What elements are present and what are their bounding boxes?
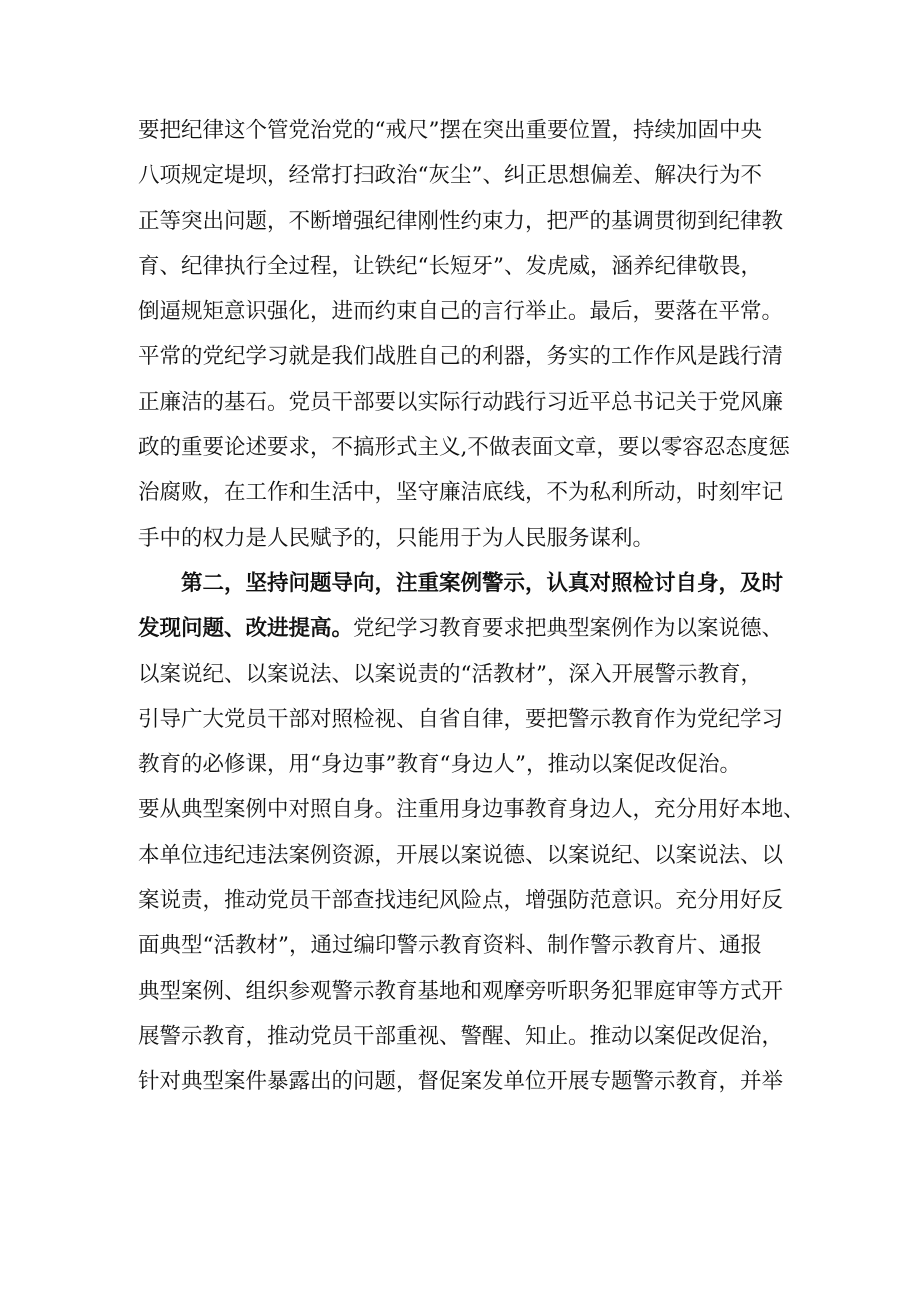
- text-line: 正等突出问题，不断增强纪律刚性约束力，把严的基调贯彻到纪律教: [138, 208, 784, 234]
- text-line: 本单位违纪违法案例资源，开展以案说德、以案说纪、以案说法、以: [138, 842, 784, 868]
- text-line: 要从典型案例中对照自身。注重用身边事教育身边人，充分用好本地、: [138, 797, 805, 823]
- document-body: [138, 108, 805, 1105]
- text-line: 展警示教育，推动党员干部重视、警醒、知止。推动以案促改促治，: [138, 1023, 784, 1049]
- text-line: 政的重要论述要求，不搞形式主义,不做表面文章，要以零容忍态度惩: [138, 435, 790, 461]
- text-line: 典型案例、组织参观警示教育基地和观摩旁听职务犯罪庭审等方式开: [138, 978, 784, 1004]
- text-line: 治腐败，在工作和生活中，坚守廉洁底线，不为私利所动，时刻牢记: [138, 480, 784, 506]
- text-line: 引导广大党员干部对照检视、自省自律，要把警示教育作为党纪学习: [138, 706, 784, 732]
- text-line: 正廉洁的基石。党员干部要以实际行动践行习近平总书记关于党风廉: [138, 389, 784, 415]
- text-line: 倒逼规矩意识强化，进而约束自己的言行举止。最后，要落在平常。: [138, 299, 784, 325]
- text-line: 手中的权力是人民赋予的，只能用于为人民服务谋利。: [138, 525, 655, 551]
- paragraph-text: 党纪学习教育要求把典型案例作为以案说德、: [353, 616, 784, 642]
- text-line: 平常的党纪学习就是我们战胜自己的利器，务实的工作作风是践行清: [138, 344, 784, 370]
- text-line: 以案说纪、以案说法、以案说责的“活教材”，深入开展警示教育，: [138, 661, 762, 687]
- text-line: 要把纪律这个管党治党的“戒尺”摆在突出重要位置，持续加固中央: [138, 118, 762, 143]
- text-line: 教育的必修课，用“身边事”教育“身边人”，推动以案促改促治。: [138, 752, 741, 778]
- text-line: 面典型“活教材”，通过编印警示教育资料、制作警示教育片、通报: [138, 933, 762, 959]
- text-line: 针对典型案件暴露出的问题，督促案发单位开展专题警示教育，并举: [138, 1069, 784, 1095]
- text-line: 八项规定堤坝，经常打扫政治“灰尘”、纠正思想偏差、解决行为不: [138, 163, 762, 189]
- paragraph-heading-line: 第二，坚持问题导向，注重案例警示，认真对照检讨自身，及时: [181, 570, 784, 596]
- paragraph-heading-bold: 发现问题、改进提高。: [138, 616, 354, 642]
- text-line: 案说责，推动党员干部查找违纪风险点，增强防范意识。充分用好反: [138, 888, 784, 914]
- paragraph-heading-line-mixed: [138, 606, 798, 651]
- text-line: 育、纪律执行全过程，让铁纪“长短牙”、发虎威，涵养纪律敬畏，: [138, 253, 762, 279]
